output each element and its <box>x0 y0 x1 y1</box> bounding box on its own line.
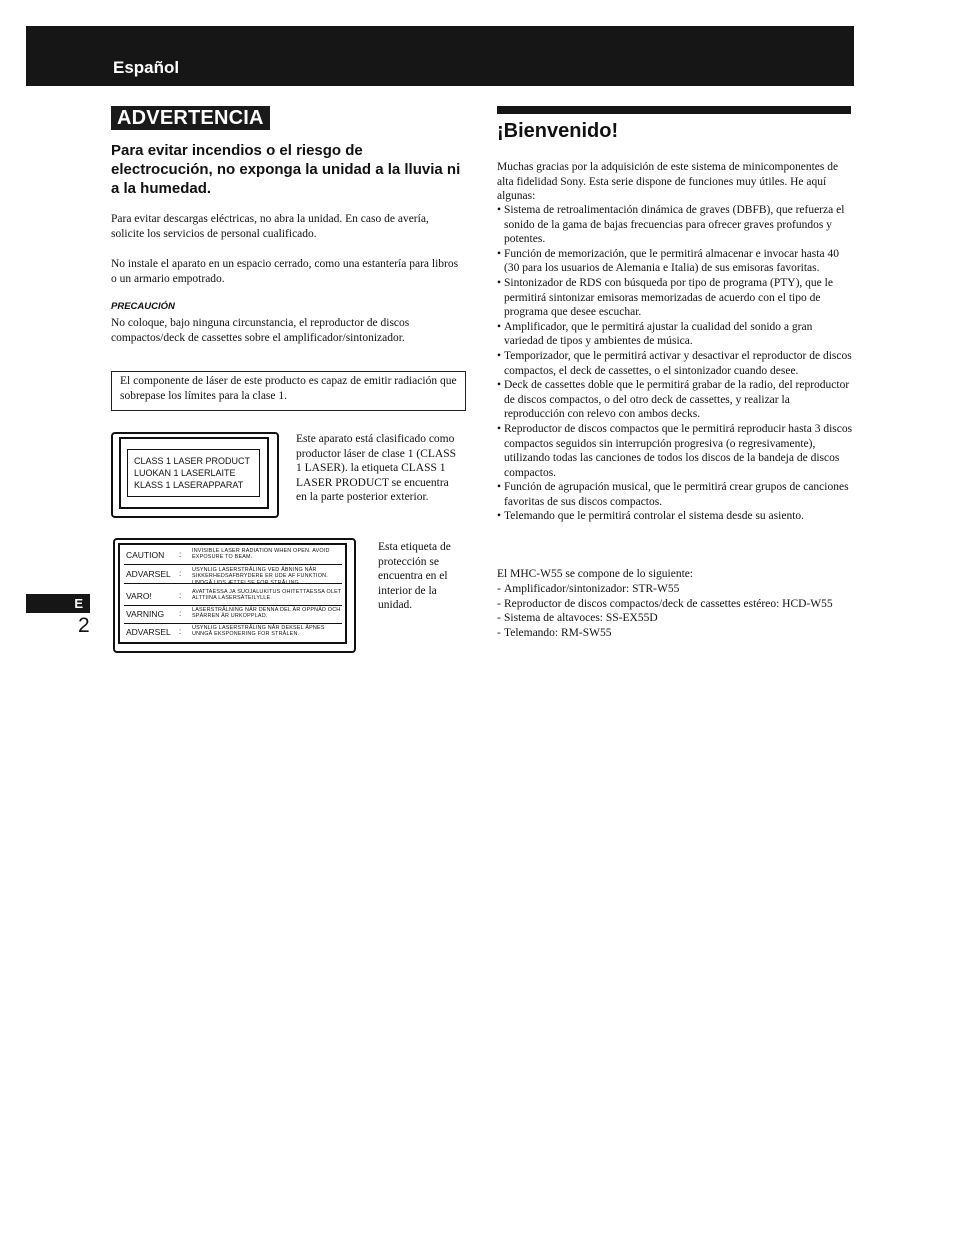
section-rule <box>497 106 851 114</box>
feature-item: • Sistema de retroalimentación dinámica de graves (DBFB), que refuerza el sonido de la gama de bajas frecuencias para ofrecer graves profundos y potentes. <box>497 203 853 247</box>
caution-row-colon: : <box>179 609 182 618</box>
caution-label-row <box>124 606 342 624</box>
caution-row-text: AVATTAESSA JA SUOJALUKITUS OHITETTAESSA OLET ALTTIINA LASERSÄTEILYLLE. <box>192 589 342 602</box>
welcome-title: ¡Bienvenido! <box>497 120 619 142</box>
components-intro: El MHC-W55 se compone de lo siguiente: <box>497 568 694 580</box>
component-item: - Reproductor de discos compactos/deck de cassettes estéreo: HCD-W55 <box>497 597 853 612</box>
class1-label-description: Este aparato está clasificado como productor láser de clase 1 (CLASS 1 LASER). la etiqueta CLASS 1 LASER PRODUCT se encuentra en la parte posterior exterior. <box>296 433 457 504</box>
component-item: - Sistema de altavoces: SS-EX55D <box>497 611 853 626</box>
page-number: 2 <box>78 614 90 637</box>
feature-item: • Telemando que le permitirá controlar el sistema desde su asiento. <box>497 509 853 524</box>
caution-row-text: USYNLIG LASERSTRÅLING VED ÅBNING NÅR SIKKERHEDSAFBRYDERE ER UDE AF FUNKTION. UNDGÅ UDS ÆTTELSE FOR STRÅLING. <box>192 567 328 586</box>
caution-label-row <box>124 624 342 641</box>
caution-row-colon: : <box>179 591 182 600</box>
caution-row-name: VARO! <box>126 591 152 601</box>
caution-row-name: ADVARSEL <box>126 569 171 579</box>
caution-row-text: USYNLIG LASERSTRÅLING NÅR DEKSEL ÅPNES UNNGÅ EKSPONERING FOR STRÅLEN. <box>192 625 325 638</box>
caution-label-description: Esta etiqueta de protección se encuentra en el interior de la unidad. <box>378 541 451 612</box>
caution-label-row <box>124 566 342 584</box>
class1-label-line-2: LUOKAN 1 LASERLAITE <box>134 468 236 478</box>
feature-item: • Función de agrupación musical, que le permitirá crear grupos de canciones favoritas de sus discos compactos. <box>497 480 853 509</box>
feature-item: • Deck de cassettes doble que le permitirá grabar de la radio, del reproductor de discos compactos, o del otro deck de cassettes, y realizar la reproducción con relevo con ambos decks. <box>497 378 853 422</box>
warning-heading: Para evitar incendios o el riesgo de electrocución, no exponga la unidad a la lluvia ni a la humedad. <box>111 142 461 197</box>
feature-item: • Sintonizador de RDS con búsqueda por tipo de programa (PTY), que le permitirá sintonizar emisoras memorizadas de acuerdo con el tipo de programa que desee escuchar. <box>497 276 853 320</box>
caution-title: PRECAUCIÓN <box>111 301 175 312</box>
caution-row-colon: : <box>179 569 182 578</box>
caution-row-colon: : <box>179 550 182 559</box>
class1-label-line-3: KLASS 1 LASERAPPARAT <box>134 480 244 490</box>
caution-row-colon: : <box>179 627 182 636</box>
welcome-intro: Muchas gracias por la adquisición de este sistema de minicomponentes de alta fidelidad Sony. Esta serie dispone de funciones muy útiles. He aquí algunas: <box>497 161 839 203</box>
feature-list <box>497 203 853 524</box>
section-letter-tab: E <box>26 594 90 613</box>
caution-row-name: ADVARSEL <box>126 627 171 637</box>
caution-row-name: VARNING <box>126 609 165 619</box>
laser-notice-text: El componente de láser de este producto es capaz de emitir radiación que sobrepase los límites para la clase 1. <box>120 375 457 402</box>
caution-row-text: LASERSTRÅLNING NÄR DENNA DEL ÄR OPPNÄD OCH SPÄRREN ÄR URKOPPLAD. <box>192 607 341 620</box>
component-item: - Telemando: RM-SW55 <box>497 626 853 641</box>
components-list <box>497 582 853 640</box>
feature-item: • Reproductor de discos compactos que le permitirá reproducir hasta 3 discos compactos seguidos sin interrupción progresiva (o regresivamente), utilizando todas las canciones de todos los discos de la bandeja de discos compactos. <box>497 422 853 480</box>
feature-item: • Función de memorización, que le permitirá almacenar e invocar hasta 40 (30 para los usuarios de Alemania e Italia) de sus emisoras favoritas. <box>497 247 853 276</box>
feature-item: • Temporizador, que le permitirá activar y desactivar el reproductor de discos compactos, el deck de cassettes, o el sintonizador cuando desee. <box>497 349 853 378</box>
feature-item: • Amplificador, que le permitirá ajustar la cualidad del sonido a gran variedad de tipos y ambientes de música. <box>497 320 853 349</box>
warning-paragraph-1: Para evitar descargas eléctricas, no abra la unidad. En caso de avería, solicite los servicios de personal cualificado. <box>111 213 429 240</box>
caution-row-text: INVISIBLE LASER RADIATION WHEN OPEN. AVOID EXPOSURE TO BEAM. <box>192 548 330 561</box>
caution-paragraph: No coloque, bajo ninguna circunstancia, el reproductor de discos compactos/deck de cassettes sobre el amplificador/sintonizador. <box>111 317 410 344</box>
caution-label-row <box>124 588 342 606</box>
component-item: - Amplificador/sintonizador: STR-W55 <box>497 582 853 597</box>
warning-paragraph-2: No instale el aparato en un espacio cerrado, como una estantería para libros o un armario empotrado. <box>111 258 459 285</box>
caution-label-row <box>124 547 342 565</box>
class1-label-line-1: CLASS 1 LASER PRODUCT <box>134 456 251 466</box>
warning-title: ADVERTENCIA <box>111 106 270 130</box>
caution-row-name: CAUTION <box>126 550 165 560</box>
language-heading: Español <box>113 58 180 77</box>
